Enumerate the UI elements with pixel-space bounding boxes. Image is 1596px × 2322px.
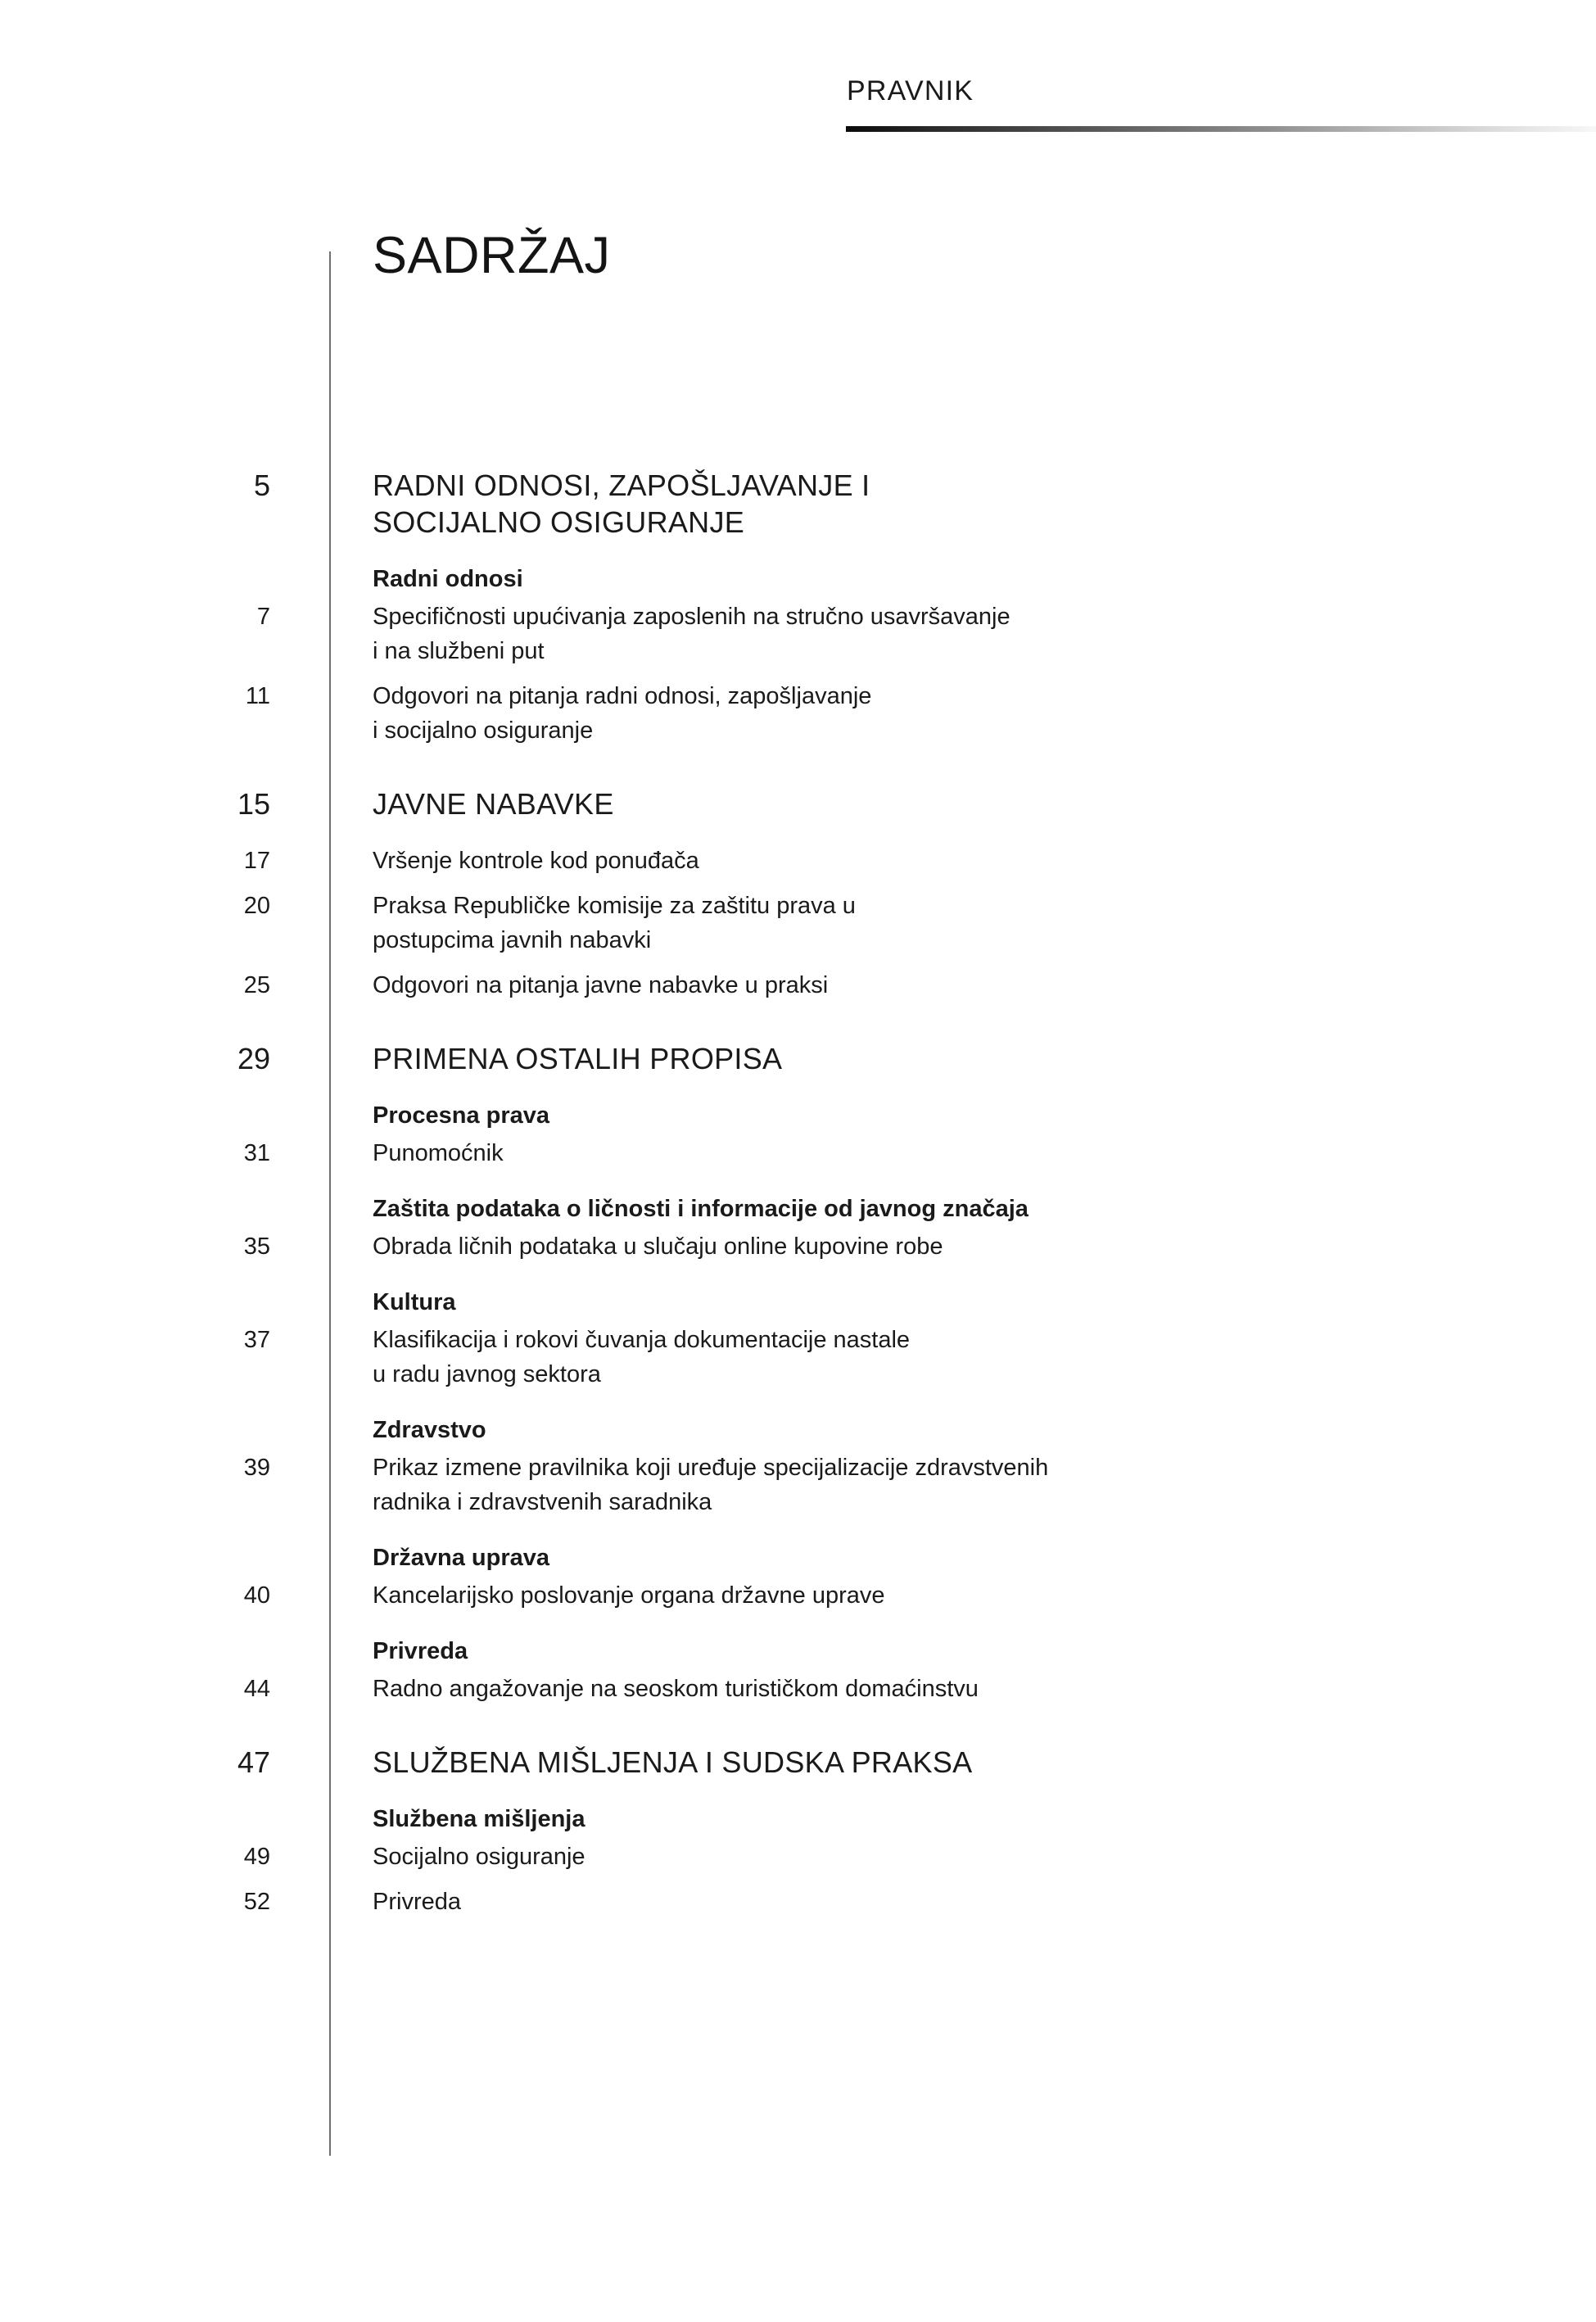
toc-entry-title-line: i na službeni put — [373, 638, 545, 664]
row-spacer — [0, 1613, 1596, 1634]
toc-entry-title — [373, 1451, 1048, 1519]
toc-subheading-row — [0, 1098, 1596, 1133]
toc-page-number: 40 — [243, 1582, 270, 1609]
toc-page-number: 31 — [243, 1140, 270, 1166]
toc-entry-title-line: Vršenje kontrole kod ponuđača — [373, 848, 699, 874]
toc-page-number: 37 — [243, 1327, 270, 1353]
running-header-title: PRAVNIK — [847, 75, 974, 106]
toc-page-number: 52 — [243, 1889, 270, 1915]
toc-entry-title — [373, 600, 1010, 668]
toc-entry-title — [373, 1802, 585, 1836]
toc-page-number: 44 — [243, 1676, 270, 1702]
toc-entry-title — [373, 1229, 943, 1264]
toc-section-row[interactable] — [0, 1040, 1596, 1077]
row-spacer — [0, 1874, 1596, 1885]
toc-entry-row[interactable] — [0, 600, 1596, 668]
toc-entry-title-line: Prikaz izmene pravilnika koji uređuje specijalizacije zdravstvenih — [373, 1455, 1049, 1481]
toc-entry-title-line: Odgovori na pitanja radni odnosi, zapošljavanje — [373, 683, 872, 709]
toc-entry-title — [373, 1672, 979, 1706]
toc-subheading-row — [0, 1541, 1596, 1575]
toc-entry-title — [373, 679, 871, 748]
toc-entry-title-line: Klasifikacija i rokovi čuvanja dokumentacije nastale — [373, 1327, 911, 1353]
toc-subheading-row — [0, 1413, 1596, 1447]
toc-subheading-row — [0, 1634, 1596, 1668]
row-spacer — [0, 1264, 1596, 1285]
row-spacer — [0, 1003, 1596, 1040]
toc-entry-title-line: Procesna prava — [373, 1102, 550, 1129]
toc-entry-row[interactable] — [0, 889, 1596, 957]
toc-entry-title — [373, 1413, 486, 1447]
row-spacer — [0, 1781, 1596, 1802]
toc-page-number: 17 — [243, 848, 270, 874]
toc-entry-title — [373, 1541, 549, 1575]
row-spacer — [0, 957, 1596, 968]
toc-page-number: 5 — [253, 468, 270, 502]
toc-section-row[interactable] — [0, 785, 1596, 822]
page-header — [0, 0, 1596, 139]
toc-entry-title-line: PRIMENA OSTALIH PROPISA — [373, 1042, 783, 1075]
toc-page-number: 20 — [243, 893, 270, 919]
row-spacer — [0, 668, 1596, 679]
toc-entry-title — [373, 1285, 456, 1319]
toc-entry-title-line: Odgovori na pitanja javne nabavke u praksi — [373, 972, 829, 998]
toc-page-number: 47 — [237, 1745, 270, 1779]
toc-entry-title-line: Kultura — [373, 1289, 456, 1315]
toc-subheading-row — [0, 1192, 1596, 1226]
toc-entry-title-line: SLUŽBENA MIŠLJENJA I SUDSKA PRAKSA — [373, 1745, 973, 1779]
toc-subheading-row — [0, 562, 1596, 596]
toc-entry-title — [373, 1744, 972, 1781]
toc-entry-title-line: Radno angažovanje na seoskom turističkom domaćinstvu — [373, 1676, 979, 1702]
toc-subheading-row — [0, 1802, 1596, 1836]
header-gradient-rule — [846, 126, 1596, 132]
toc-entry-row[interactable] — [0, 1451, 1596, 1519]
toc-section-row[interactable] — [0, 467, 1596, 541]
toc-entry-title — [373, 1840, 586, 1874]
toc-entry-title — [373, 1192, 1029, 1226]
toc-entry-row[interactable] — [0, 1323, 1596, 1392]
row-spacer — [0, 541, 1596, 562]
toc-entry-title-line: Privreda — [373, 1889, 461, 1915]
toc-entry-title — [373, 844, 699, 878]
row-spacer — [0, 1170, 1596, 1192]
toc-entry-row[interactable] — [0, 968, 1596, 1003]
toc-entry-title — [373, 1136, 504, 1170]
toc-entry-title-line: Privreda — [373, 1638, 468, 1664]
table-of-contents — [0, 467, 1596, 1919]
row-spacer — [0, 878, 1596, 889]
toc-entry-title-line: Obrada ličnih podataka u slučaju online kupovine robe — [373, 1233, 943, 1260]
toc-entry-title — [373, 968, 828, 1003]
toc-page-number: 7 — [256, 604, 270, 630]
toc-entry-title — [373, 1098, 549, 1133]
toc-page-number: 15 — [237, 787, 270, 821]
toc-entry-title-line: RADNI ODNOSI, ZAPOŠLJAVANJE I — [373, 468, 870, 502]
toc-entry-row[interactable] — [0, 1136, 1596, 1170]
toc-entry-title-line: Punomoćnik — [373, 1140, 504, 1166]
toc-page-number: 49 — [243, 1844, 270, 1870]
toc-section-row[interactable] — [0, 1744, 1596, 1781]
toc-entry-title-line: Radni odnosi — [373, 566, 523, 592]
toc-page-number: 39 — [243, 1455, 270, 1481]
row-spacer — [0, 1077, 1596, 1098]
toc-entry-title — [373, 562, 523, 596]
toc-entry-title-line: i socijalno osiguranje — [373, 717, 594, 744]
toc-entry-row[interactable] — [0, 844, 1596, 878]
toc-entry-row[interactable] — [0, 1229, 1596, 1264]
toc-page-number: 29 — [237, 1042, 270, 1075]
toc-page-number: 25 — [243, 972, 270, 998]
toc-entry-title-line: Specifičnosti upućivanja zaposlenih na stručno usavršavanje — [373, 604, 1010, 630]
row-spacer — [0, 822, 1596, 844]
toc-entry-title-line: radnika i zdravstvenih saradnika — [373, 1489, 712, 1515]
toc-entry-title-line: Praksa Republičke komisije za zaštitu prava u — [373, 893, 856, 919]
toc-entry-row[interactable] — [0, 1672, 1596, 1706]
toc-entry-title-line: JAVNE NABAVKE — [373, 787, 614, 821]
toc-entry-title — [373, 1040, 782, 1077]
toc-subheading-row — [0, 1285, 1596, 1319]
toc-entry-title-line: SOCIJALNO OSIGURANJE — [373, 505, 745, 539]
toc-entry-row[interactable] — [0, 679, 1596, 748]
toc-entry-row[interactable] — [0, 1840, 1596, 1874]
row-spacer — [0, 1392, 1596, 1413]
toc-page-number: 35 — [243, 1233, 270, 1260]
toc-entry-title — [373, 1885, 461, 1919]
toc-entry-title — [373, 467, 870, 541]
row-spacer — [0, 1519, 1596, 1541]
toc-entry-title — [373, 1578, 885, 1613]
toc-entry-title-line: Službena mišljenja — [373, 1806, 586, 1832]
toc-entry-title-line: Zaštita podataka o ličnosti i informacije od javnog značaja — [373, 1196, 1029, 1222]
page-title: SADRŽAJ — [373, 227, 611, 284]
toc-entry-title-line: Kancelarijsko poslovanje organa državne uprave — [373, 1582, 885, 1609]
toc-entry-title — [373, 1323, 910, 1392]
row-spacer — [0, 748, 1596, 785]
toc-entry-title-line: Zdravstvo — [373, 1417, 486, 1443]
toc-entry-title-line: Državna uprava — [373, 1545, 549, 1571]
toc-entry-row[interactable] — [0, 1885, 1596, 1919]
toc-entry-title-line: postupcima javnih nabavki — [373, 927, 652, 953]
toc-page-number: 11 — [245, 683, 270, 709]
toc-entry-title-line: Socijalno osiguranje — [373, 1844, 586, 1870]
toc-entry-title — [373, 1634, 468, 1668]
row-spacer — [0, 1706, 1596, 1744]
toc-entry-title — [373, 785, 614, 822]
toc-entry-row[interactable] — [0, 1578, 1596, 1613]
toc-entry-title — [373, 889, 856, 957]
toc-entry-title-line: u radu javnog sektora — [373, 1361, 601, 1387]
